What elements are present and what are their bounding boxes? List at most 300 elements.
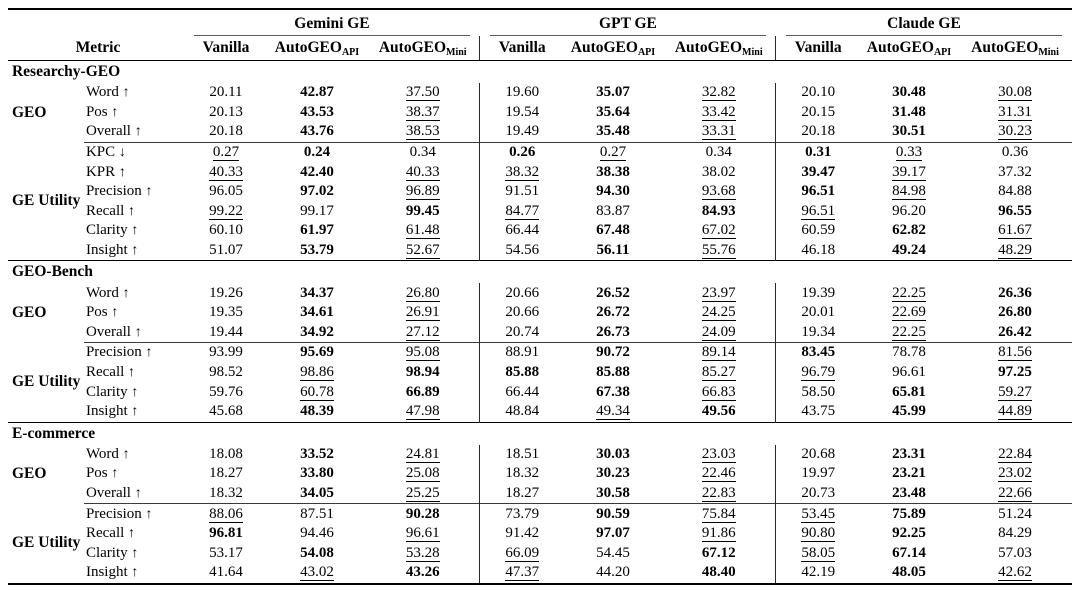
value-text: 35.64 [596,103,630,120]
value-cell [860,182,958,202]
value-cell [776,221,860,241]
value-text: 90.28 [405,505,440,522]
col-header-autogeo-api-gemini-ge [268,36,366,61]
value-text: 96.55 [998,202,1032,219]
value-cell [184,484,268,504]
value-text: 35.48 [596,123,630,140]
value-cell [776,162,860,182]
value-cell [860,543,958,563]
value-cell [184,122,268,142]
value-text: 51.07 [209,242,243,259]
value-cell [268,543,366,563]
value-text: 44.89 [998,403,1032,420]
row-group-geo: GEO [11,465,47,483]
value-cell [662,103,776,123]
value-cell [480,343,564,363]
value-text: 22.66 [998,484,1032,501]
value-cell [776,524,860,544]
value-cell [184,103,268,123]
value-cell [564,241,662,261]
value-cell [776,464,860,484]
value-text: 96.51 [801,183,836,200]
value-cell [366,363,480,383]
value-text: 27.12 [405,323,440,340]
value-text: 20.73 [801,484,836,501]
value-text: 39.47 [801,163,836,180]
value-cell [860,202,958,222]
value-cell [860,563,958,584]
value-cell [184,543,268,563]
table-row [8,103,1072,123]
metric-label [84,402,184,422]
value-cell [184,524,268,544]
arrow-up-icon: ↑ [118,164,126,180]
arrow-up-icon: ↑ [134,124,142,140]
metric-label [84,363,184,383]
value-text: 19.44 [209,323,243,340]
arrow-up-icon: ↑ [122,285,130,301]
value-text: 23.03 [701,445,736,462]
value-text: 31.48 [892,103,926,120]
value-text: 33.31 [701,123,736,140]
value-text: 30.03 [596,445,630,462]
value-cell [662,484,776,504]
row-group-ge-utility: GE Utility [11,373,81,391]
value-text: 81.56 [998,344,1032,361]
value-text: 45.68 [209,403,243,420]
variant-label: AutoGEO [971,38,1039,56]
value-cell [776,363,860,383]
metric-label [84,241,184,261]
variant-label: AutoGEO [274,38,342,56]
arrow-up-icon: ↑ [128,203,136,219]
col-header-autogeo-api-claude-ge [860,36,958,61]
metric-label [84,142,184,162]
value-text: 22.25 [892,323,926,340]
value-cell [564,303,662,323]
table-row [8,83,1072,103]
arrow-up-icon: ↑ [128,526,136,542]
value-text: 34.61 [300,304,334,321]
value-text: 53.17 [209,544,243,561]
group-header-gpt-ge: GPT GE [599,15,657,32]
metric-label [84,122,184,142]
table-row [8,363,1072,383]
arrow-up-icon: ↑ [131,545,139,561]
value-text: 32.82 [701,84,736,101]
table-row [8,241,1072,261]
metric-name: Precision [85,505,142,522]
value-cell [184,563,268,584]
metric-name: Clarity [85,222,128,239]
value-cell [776,303,860,323]
value-text: 23.21 [892,465,926,482]
metric-label [84,524,184,544]
value-text: 53.79 [300,242,334,259]
value-cell [184,83,268,103]
value-cell [776,504,860,524]
value-text: 38.53 [405,123,440,140]
value-cell [184,241,268,261]
value-cell [184,162,268,182]
value-text: 67.12 [701,544,736,561]
value-text: 96.89 [405,183,440,200]
column-header-row [8,36,1072,61]
value-text: 94.30 [596,183,630,200]
value-text: 98.52 [209,364,243,381]
group-underline [490,13,766,36]
value-text: 0.24 [303,144,331,161]
value-cell [268,464,366,484]
value-text: 24.09 [701,323,736,340]
value-text: 67.14 [892,544,926,561]
value-text: 96.51 [801,202,836,219]
arrow-up-icon: ↑ [131,404,139,420]
metric-label [84,484,184,504]
value-cell [366,464,480,484]
value-cell [860,343,958,363]
value-cell [184,445,268,465]
value-text: 67.02 [701,222,736,239]
value-text: 43.26 [405,564,440,581]
value-text: 23.02 [998,465,1032,482]
value-text: 20.18 [209,123,243,140]
value-cell [366,221,480,241]
value-cell [564,504,662,524]
value-text: 40.33 [405,163,440,180]
row-group-geo: GEO [11,103,47,121]
value-cell [268,504,366,524]
value-text: 54.56 [505,242,540,259]
metric-name: Overall [85,323,131,340]
table-row [8,162,1072,182]
arrow-up-icon: ↑ [145,345,153,361]
value-cell [268,83,366,103]
arrow-up-icon: ↑ [111,466,119,482]
value-text: 33.52 [300,445,334,462]
value-text: 26.72 [596,304,630,321]
value-text: 61.97 [300,222,334,239]
value-text: 87.51 [300,505,334,522]
value-text: 84.77 [505,202,540,219]
value-text: 48.29 [998,242,1032,259]
table-row [8,323,1072,343]
value-text: 58.50 [801,383,836,400]
metric-name: Pos [85,103,108,120]
value-cell [860,402,958,422]
value-cell [366,103,480,123]
value-text: 55.76 [701,242,736,259]
value-cell [958,445,1072,465]
value-text: 18.27 [209,465,243,482]
value-text: 30.48 [892,84,926,101]
value-text: 19.26 [209,284,243,301]
value-text: 66.44 [505,383,540,400]
value-cell [958,343,1072,363]
value-cell [662,504,776,524]
value-cell [776,122,860,142]
value-cell [564,363,662,383]
value-cell [480,524,564,544]
section-row [8,422,1072,445]
col-header-vanilla-claude-ge [776,36,860,61]
value-text: 20.10 [801,84,836,101]
value-cell [268,484,366,504]
metric-label [84,563,184,584]
value-text: 30.23 [596,465,630,482]
value-cell [958,283,1072,303]
value-cell [480,303,564,323]
value-cell [958,103,1072,123]
value-cell [366,484,480,504]
col-header-autogeo-mini-gpt-ge [662,36,776,61]
value-cell [860,221,958,241]
value-cell [564,221,662,241]
group-header-cell-claude-ge [776,9,1072,36]
value-cell [480,363,564,383]
arrow-up-icon: ↑ [145,506,153,522]
metric-label [84,445,184,465]
section-header-researchy-geo: Researchy-GEO [11,63,121,80]
value-cell [366,182,480,202]
value-cell [366,563,480,584]
value-text: 66.09 [505,544,540,561]
value-text: 48.05 [892,564,926,581]
results-table [8,8,1072,585]
value-text: 19.35 [209,304,243,321]
value-text: 61.48 [405,222,440,239]
variant-subscript: Mini [742,46,763,58]
metric-label [84,303,184,323]
value-cell [564,343,662,363]
value-cell [366,122,480,142]
col-header-autogeo-mini-gemini-ge [366,36,480,61]
metric-label [84,343,184,363]
value-text: 97.02 [300,183,334,200]
value-cell [184,202,268,222]
value-text: 42.87 [300,84,334,101]
value-text: 96.61 [892,364,926,381]
value-text: 75.89 [892,505,926,522]
arrow-up-icon: ↑ [134,485,142,501]
value-cell [480,162,564,182]
value-cell [480,182,564,202]
value-cell [564,122,662,142]
value-text: 49.24 [892,242,926,259]
value-cell [776,445,860,465]
section-row [8,61,1072,84]
value-cell [776,103,860,123]
corner-blank [8,9,184,36]
value-text: 88.06 [209,505,243,522]
value-text: 20.66 [505,304,540,321]
row-group-ge-utility: GE Utility [11,192,81,210]
value-text: 90.72 [596,344,630,361]
value-cell [564,83,662,103]
variant-label: AutoGEO [570,38,638,56]
value-cell [564,484,662,504]
value-cell [662,402,776,422]
value-text: 88.91 [505,344,540,361]
value-cell [958,382,1072,402]
value-cell [958,221,1072,241]
metric-label [84,464,184,484]
value-text: 38.37 [405,103,440,120]
metric-name: Pos [85,465,108,482]
value-text: 0.34 [705,144,732,161]
section-header-e-commerce: E-commerce [11,424,96,442]
value-cell [662,343,776,363]
value-cell [268,445,366,465]
variant-subscript: API [933,46,952,58]
value-cell [662,543,776,563]
value-text: 49.56 [701,403,736,420]
value-cell [268,221,366,241]
value-text: 98.86 [300,364,334,381]
value-text: 59.76 [209,383,243,400]
section-row [8,261,1072,284]
value-text: 22.83 [701,484,736,501]
value-text: 18.08 [209,445,243,462]
value-cell [268,162,366,182]
value-text: 20.74 [505,323,540,340]
metric-name: Word [85,445,119,462]
value-text: 0.26 [509,144,536,161]
value-cell [662,323,776,343]
value-cell [268,122,366,142]
metric-label [84,283,184,303]
value-text: 73.79 [505,505,540,522]
row-group-ge-utility: GE Utility [8,504,84,584]
section-cell [8,422,1072,445]
table-row [8,504,1072,524]
value-cell [662,162,776,182]
value-text: 85.27 [701,364,736,381]
value-cell [958,122,1072,142]
value-cell [480,504,564,524]
value-text: 66.89 [405,383,440,400]
value-cell [480,122,564,142]
value-text: 20.01 [801,304,836,321]
table-row [8,543,1072,563]
table-row [8,142,1072,162]
variant-label: Vanilla [794,39,842,56]
value-cell [958,543,1072,563]
metric-name: Overall [85,484,131,501]
value-cell [958,83,1072,103]
value-cell [480,142,564,162]
value-cell [480,241,564,261]
value-text: 18.32 [505,465,540,482]
value-text: 44.20 [596,564,630,581]
value-cell [268,303,366,323]
variant-subscript: Mini [1038,46,1059,58]
value-cell [958,142,1072,162]
value-text: 23.31 [892,445,926,462]
value-cell [480,382,564,402]
value-cell [268,363,366,383]
value-text: 48.39 [300,403,334,420]
arrow-up-icon: ↑ [145,184,153,200]
value-cell [860,504,958,524]
value-text: 85.88 [596,364,630,381]
value-cell [366,343,480,363]
value-cell [184,303,268,323]
value-text: 62.82 [892,222,926,239]
metric-label [84,504,184,524]
metric-name: Overall [85,123,131,140]
value-text: 97.07 [596,525,630,542]
value-text: 65.81 [892,383,926,400]
metric-name: Pos [85,304,108,321]
value-text: 18.51 [505,445,540,462]
section-header-geo-bench: GEO-Bench [11,263,93,281]
value-text: 19.39 [801,284,836,301]
value-text: 39.17 [892,163,926,180]
value-text: 53.45 [801,505,836,522]
value-text: 58.05 [801,544,836,561]
value-text: 90.80 [801,525,836,542]
value-cell [366,142,480,162]
value-text: 67.48 [596,222,630,239]
value-text: 26.52 [596,284,630,301]
value-cell [184,382,268,402]
value-text: 61.67 [998,222,1032,239]
value-cell [366,162,480,182]
value-cell [564,182,662,202]
col-header-autogeo-mini-claude-ge [958,36,1072,61]
value-cell [366,382,480,402]
value-cell [268,402,366,422]
value-text: 96.05 [209,183,243,200]
value-cell [776,142,860,162]
col-header-autogeo-api-gpt-ge [564,36,662,61]
arrow-up-icon: ↑ [111,305,119,321]
value-text: 24.81 [405,445,440,462]
value-cell [564,103,662,123]
row-group-geo: GEO [11,303,47,321]
metric-label [84,83,184,103]
value-text: 35.07 [596,84,630,101]
value-cell [958,241,1072,261]
value-text: 26.42 [998,323,1032,340]
value-cell [480,402,564,422]
value-cell [776,283,860,303]
value-text: 20.68 [801,445,836,462]
value-text: 42.62 [998,564,1032,581]
value-cell [480,323,564,343]
value-cell [860,142,958,162]
value-cell [564,323,662,343]
value-cell [564,543,662,563]
metric-label [84,182,184,202]
value-text: 0.27 [599,144,627,161]
metric-name: Insight [85,242,128,259]
value-text: 18.32 [209,484,243,501]
value-cell [564,524,662,544]
value-text: 66.44 [505,222,540,239]
metric-label [84,221,184,241]
value-text: 90.59 [596,505,630,522]
value-text: 42.19 [801,564,836,581]
value-text: 84.88 [998,183,1032,200]
value-cell [958,182,1072,202]
value-text: 22.46 [701,465,736,482]
value-cell [860,464,958,484]
value-cell [184,343,268,363]
arrow-down-icon: ↓ [118,145,126,161]
value-cell [958,563,1072,584]
